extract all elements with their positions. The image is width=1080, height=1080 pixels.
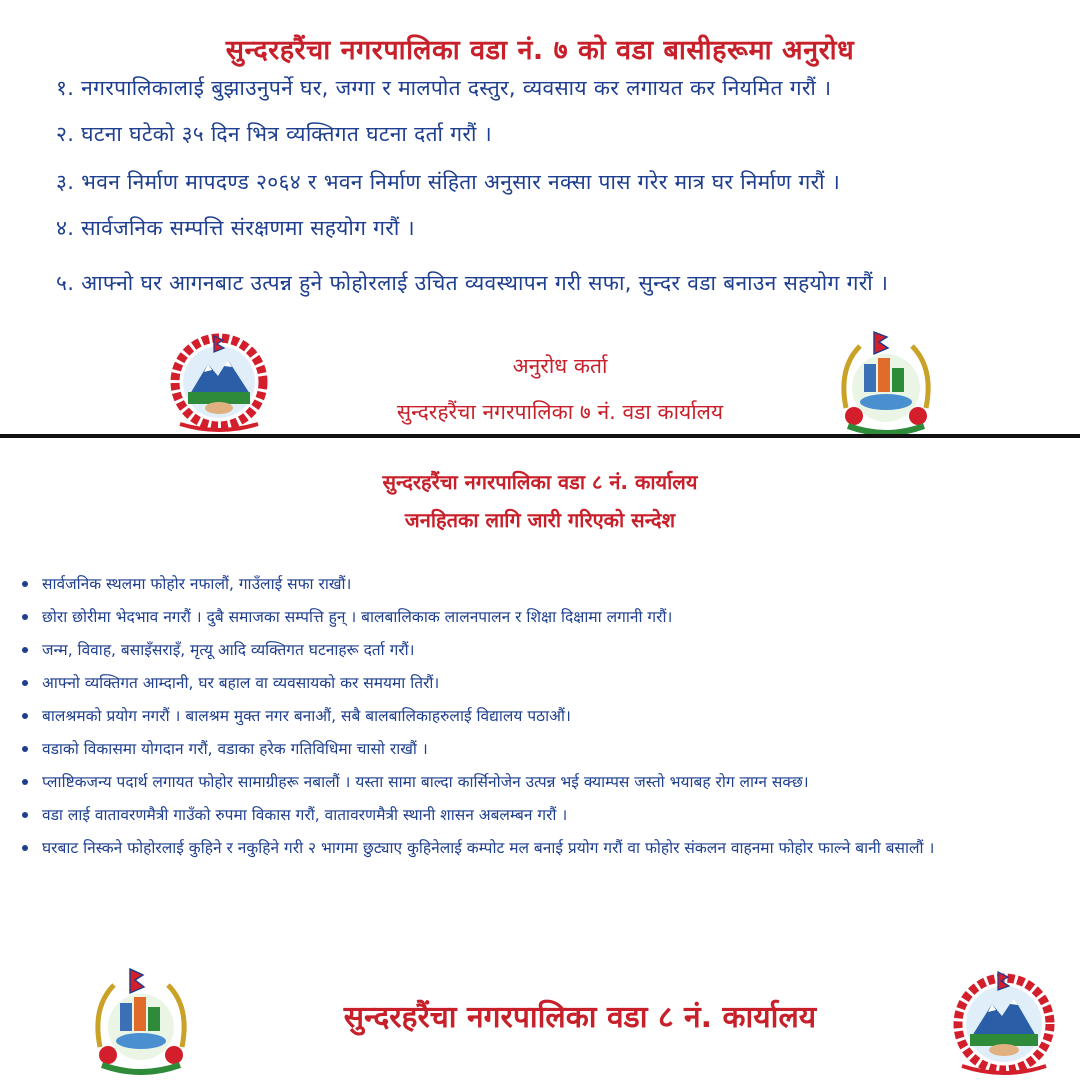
top-notice-item: ४. सार्वजनिक सम्पत्ति संरक्षणमा सहयोग गरौं । — [56, 216, 415, 240]
nepal-government-emblem-icon — [940, 968, 1068, 1076]
top-notice-item: ३. भवन निर्माण मापदण्ड २०६४ र भवन निर्माण संहिता अनुसार नक्सा पास गरेर मात्र घर निर्माण गरौं । — [56, 170, 841, 194]
list-item: बालश्रमको प्रयोग नगरौं । बालश्रम मुक्त नगर बनाऔं, सबै बालबालिकाहरुलाई विद्यालय पठाऔं। — [18, 700, 1068, 733]
requester-label: अनुरोध कर्ता — [512, 354, 608, 378]
list-item: प्लाष्टिकजन्य पदार्थ लगायत फोहोर सामाग्रीहरू नबालौं । यस्ता सामा बाल्दा कार्सिनोजेन उत्पन्न भई क्याम्पस जस्तो भयाबह रोग लाग्न सक्छ। — [18, 766, 1068, 799]
list-item: छोरा छोरीमा भेदभाव नगरौं । दुबै समाजका सम्पत्ति हुन् । बालबालिकाक लालनपालन र शिक्षा दिक्षामा लगानी गरौं। — [18, 601, 1068, 634]
list-item: आफ्नो व्यक्तिगत आम्दानी, घर बहाल वा व्यवसायको कर समयमा तिरौं। — [18, 667, 1068, 700]
list-item: सार्वजनिक स्थलमा फोहोर नफालौं, गाउँलाई सफा राखौं। — [18, 568, 1068, 601]
top-notice-item: ५. आफ्नो घर आगनबाट उत्पन्न हुने फोहोरलाई उचित व्यवस्थापन गरी सफा, सुन्दर वडा बनाउन सहयोग गरौं । — [56, 271, 889, 295]
list-item: घरबाट निस्कने फोहोरलाई कुहिने र नकुहिने गरी २ भागमा छुट्याए कुहिनेलाई कम्पोट मल बनाई प्रयोग गरौं वा फोहोर संकलन वाहनमा फोहोर फाल्ने बानी बसालौं । — [18, 832, 1068, 865]
office-subtitle: जनहितका लागि जारी गरिएको सन्देश — [404, 508, 676, 532]
list-item: वडा लाई वातावरणमैत्री गाउँको रुपमा विकास गरौं, वातावरणमैत्री स्थानी शासन अबलम्बन गरौं । — [18, 799, 1068, 832]
public-message-list — [18, 568, 1068, 865]
list-item: जन्म, विवाह, बसाइँसराइँ, मृत्यू आदि व्यक्तिगत घटनाहरू दर्ता गरौं। — [18, 634, 1068, 667]
footer-office-title: सुन्दरहरैंचा नगरपालिका वडा ८ नं. कार्यालय — [343, 1000, 817, 1035]
requester-office-name: सुन्दरहरैंचा नगरपालिका ७ नं. वडा कार्यालय — [396, 400, 724, 424]
top-notice-item: १. नगरपालिकालाई बुझाउनुपर्ने घर, जग्गा र मालपोत दस्तुर, व्यवसाय कर लगायत कर नियमित गरौं । — [56, 76, 832, 100]
section-divider — [0, 434, 1080, 438]
top-notice-title: सुन्दरहरैंचा नगरपालिका वडा नं. ७ को वडा बासीहरूमा अनुरोध — [225, 35, 855, 66]
list-item: वडाको विकासमा योगदान गरौं, वडाका हरेक गतिविधिमा चासो राखौं । — [18, 733, 1068, 766]
municipality-emblem-icon — [830, 328, 942, 436]
office-title: सुन्दरहरैंचा नगरपालिका वडा ८ नं. कार्यालय — [382, 470, 698, 494]
top-notice-item: २. घटना घटेको ३५ दिन भित्र व्यक्तिगत घटना दर्ता गरौं । — [56, 122, 492, 146]
